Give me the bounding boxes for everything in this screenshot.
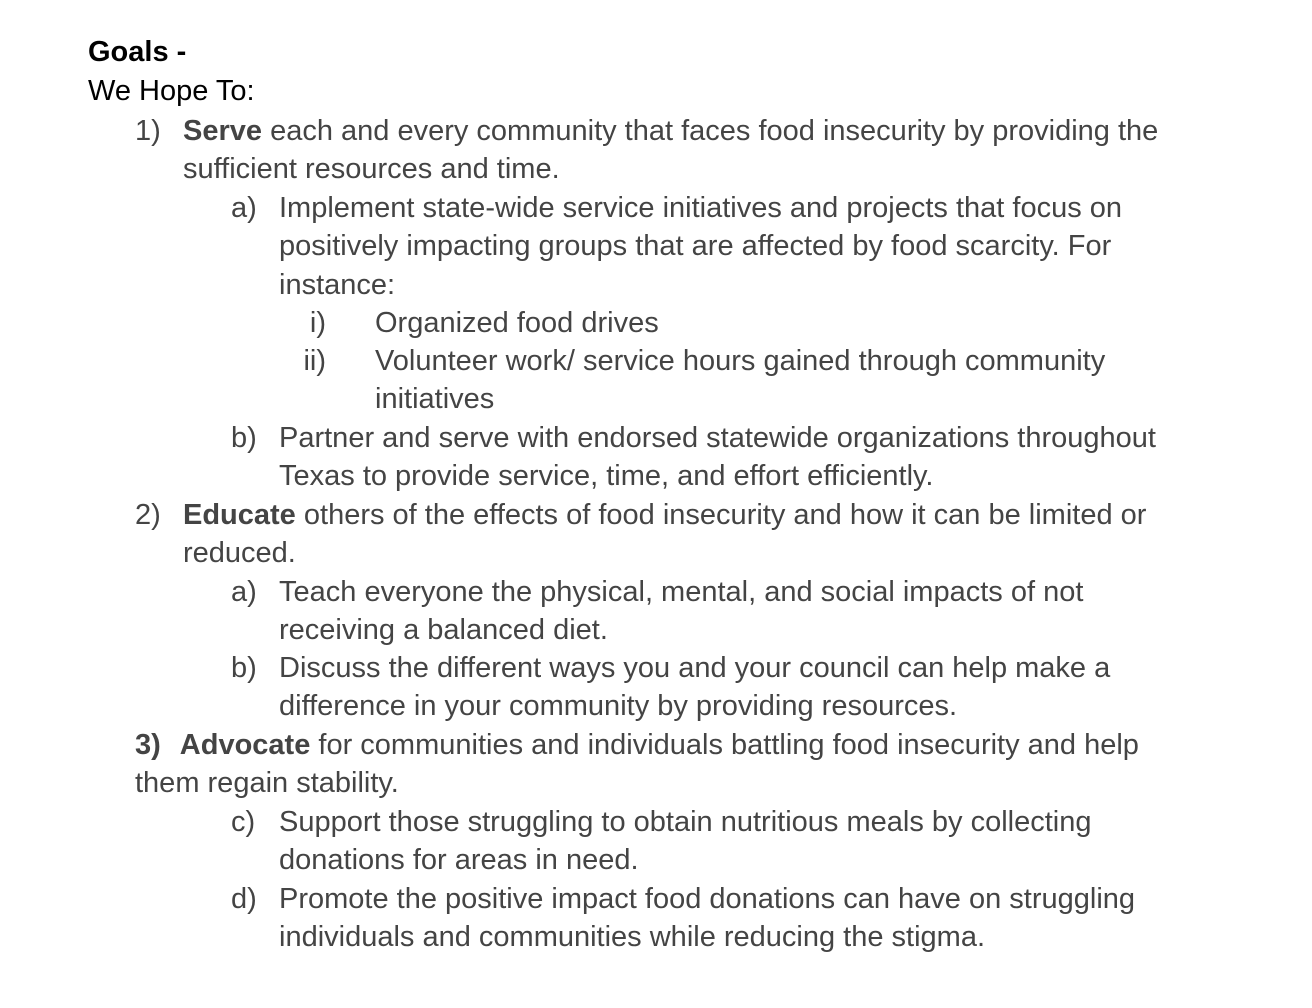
subgoal-text: Promote the positive impact food donations can have on struggling individuals and communities while reducing the stigma.: [279, 883, 1136, 954]
list-marker: b): [231, 652, 257, 684]
intro-line: We Hope To:: [88, 75, 255, 107]
subgoal-item: [231, 649, 1206, 726]
goal-body: others of the effects of food insecurity and how it can be limited or reduced.: [183, 499, 1147, 570]
subgoal-text: Discuss the different ways you and your council can help make a difference in your community by providing resources.: [279, 652, 1111, 723]
example-text: Organized food drives: [375, 307, 659, 339]
goal-keyword: Advocate: [179, 729, 311, 761]
subgoal-item: [231, 803, 1201, 880]
subgoal-text: Support those struggling to obtain nutritious meals by collecting donations for areas in need.: [279, 806, 1092, 877]
goal-text: [183, 496, 1220, 573]
goal-item-advocate: [135, 726, 1195, 803]
goals-heading: Goals -: [88, 36, 187, 68]
list-marker: 1): [135, 115, 161, 147]
subgoal-item: [231, 419, 1181, 496]
example-item: [296, 342, 1201, 419]
subgoal-item: [231, 189, 1231, 304]
list-marker: i): [309, 307, 326, 339]
goal-keyword: Serve: [183, 115, 263, 147]
goal-item-educate: [135, 496, 1220, 573]
goal-body: each and every community that faces food insecurity by providing the sufficient resources and time.: [183, 115, 1159, 186]
list-marker: ii): [303, 345, 326, 377]
subgoal-item: [231, 880, 1271, 957]
list-marker: a): [231, 576, 257, 608]
goal-text: [183, 112, 1225, 189]
goal-item-serve: [135, 112, 1225, 189]
list-marker: c): [231, 806, 256, 838]
goal-keyword: Educate: [183, 499, 296, 531]
subgoal-text: Teach everyone the physical, mental, and social impacts of not receiving a balanced diet.: [279, 576, 1084, 647]
subgoal-item: [231, 573, 1176, 650]
goal-body: for communities and individuals battling food insecurity and help them regain stability.: [135, 729, 1139, 800]
list-marker: d): [231, 883, 257, 915]
list-marker: b): [231, 422, 257, 454]
goal-text: [135, 729, 1139, 799]
list-marker: 3): [135, 729, 161, 761]
subgoal-text: Implement state-wide service initiatives and projects that focus on positively impacting groups that are affected by food scarcity. For instance:: [279, 192, 1123, 301]
subgoal-text: Partner and serve with endorsed statewide organizations throughout Texas to provide service, time, and effort efficiently.: [279, 422, 1156, 493]
example-text: Volunteer work/ service hours gained through community initiatives: [375, 345, 1106, 416]
list-marker: 2): [135, 499, 161, 531]
list-marker: a): [231, 192, 257, 224]
example-item: [296, 304, 1246, 342]
